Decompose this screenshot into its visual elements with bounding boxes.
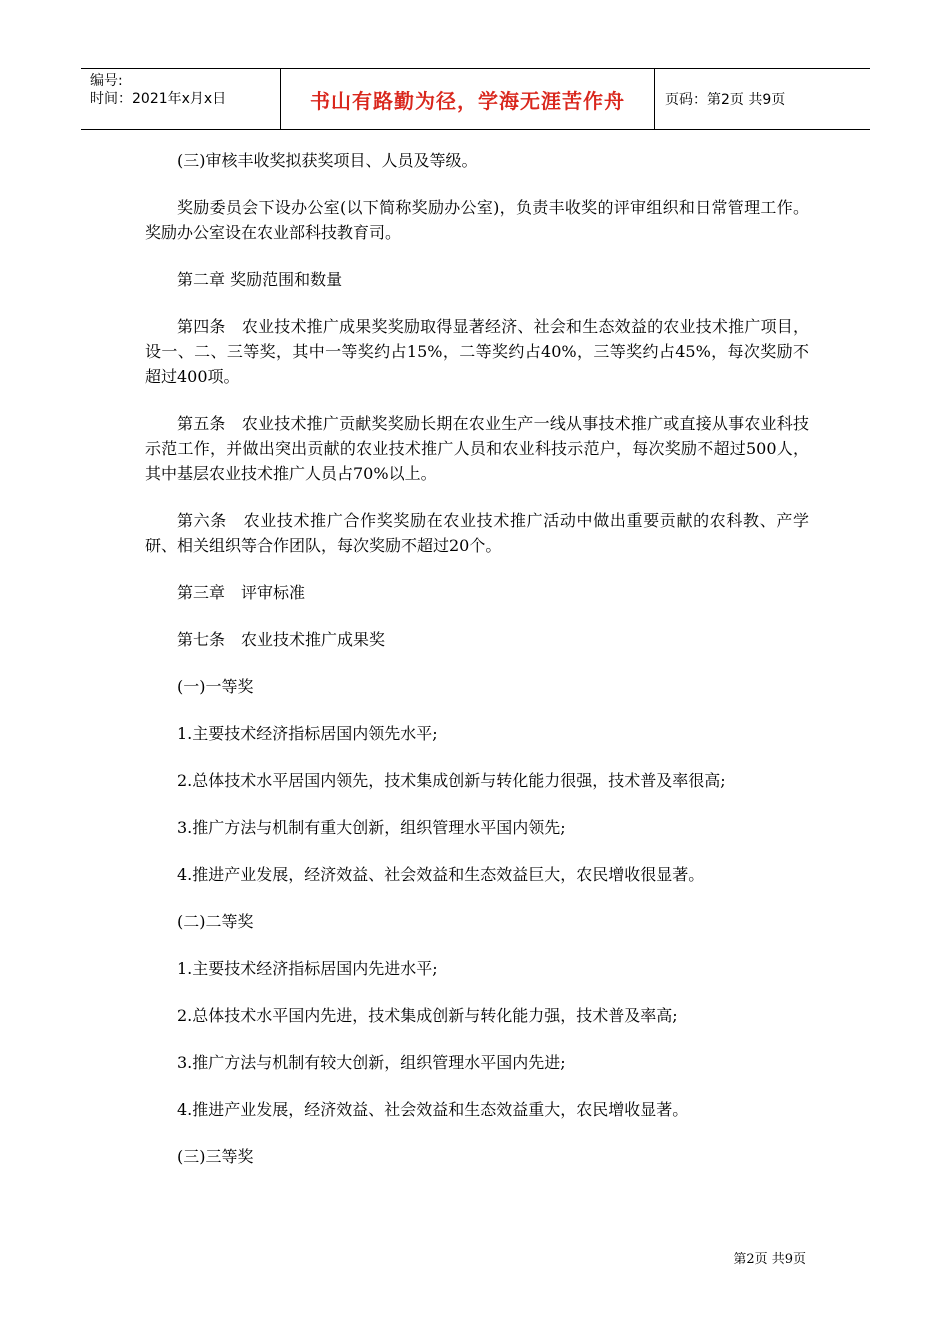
list-item: 4.推进产业发展，经济效益、社会效益和生态效益重大，农民增收显著。 (177, 1100, 689, 1119)
list-item: 2.总体技术水平居国内领先，技术集成创新与转化能力很强，技术普及率很高; (177, 771, 726, 790)
list-item: 4.推进产业发展，经济效益、社会效益和生态效益巨大，农民增收很显著。 (177, 865, 705, 884)
section-heading: (二)二等奖 (177, 912, 254, 931)
chapter-heading: 第三章 评审标准 (177, 583, 306, 602)
list-item: 1.主要技术经济指标居国内先进水平; (177, 959, 438, 978)
document-number-label: 编号: (90, 73, 123, 89)
header-page-info: 页码：第2页 共9页 (665, 92, 786, 108)
document-body (145, 148, 809, 1191)
chapter-heading: 第二章 奖励范围和数量 (177, 270, 343, 289)
header-motto-cell (281, 69, 655, 129)
list-item: 3.推广方法与机制有较大创新，组织管理水平国内先进; (177, 1053, 566, 1072)
paragraph: 第五条 农业技术推广贡献奖奖励长期在农业生产一线从事技术推广或直接从事农业科技示范工作，并做出突出贡献的农业技术推广人员和农业科技示范户，每次奖励不超过500人，其中基层农业技术推广人员占70%以上。 (145, 414, 809, 483)
list-item: 1.主要技术经济指标居国内领先水平; (177, 724, 438, 743)
header-meta-cell (81, 69, 281, 129)
article-heading: 第七条 农业技术推广成果奖 (177, 630, 386, 649)
document-time: 时间：2021年x月x日 (90, 91, 227, 107)
paragraph: 第六条 农业技术推广合作奖奖励在农业技术推广活动中做出重要贡献的农科教、产学研、相关组织等合作团队，每次奖励不超过20个。 (145, 511, 809, 555)
list-item: 2.总体技术水平国内先进，技术集成创新与转化能力强，技术普及率高; (177, 1006, 678, 1025)
header-motto: 书山有路勤为径，学海无涯苦作舟 (310, 88, 625, 113)
section-heading: (一)一等奖 (177, 677, 254, 696)
header-page-cell (655, 69, 870, 129)
paragraph: 奖励委员会下设办公室(以下简称奖励办公室)，负责丰收奖的评审组织和日常管理工作。奖励办公室设在农业部科技教育司。 (145, 198, 809, 242)
section-heading: (三)三等奖 (177, 1147, 254, 1166)
list-item: 3.推广方法与机制有重大创新，组织管理水平国内领先; (177, 818, 566, 837)
paragraph: 第四条 农业技术推广成果奖奖励取得显著经济、社会和生态效益的农业技术推广项目，设一、二、三等奖，其中一等奖约占15%，二等奖约占40%，三等奖约占45%，每次奖励不超过400项。 (145, 317, 809, 386)
footer-page-info: 第2页 共9页 (733, 1252, 806, 1267)
paragraph: (三)审核丰收奖拟获奖项目、人员及等级。 (177, 151, 478, 170)
header-table (81, 68, 870, 130)
